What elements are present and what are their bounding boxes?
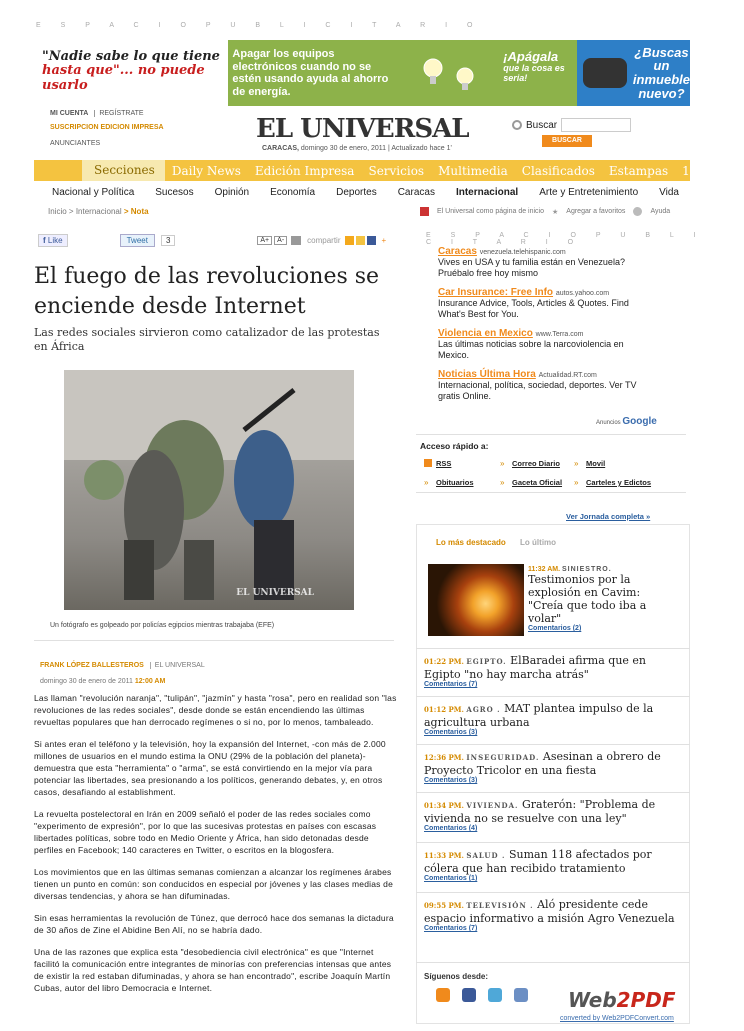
advertisers-link[interactable]: ANUNCIANTES [50,140,101,147]
subnav-opinion[interactable]: Opinión [214,187,250,198]
facebook-icon[interactable] [462,988,476,1002]
ad-space-label: E S P A C I O P U B L I C I T A R I O [36,22,482,29]
tab-destacado[interactable]: Lo más destacado [436,538,506,547]
paragraph: Si antes eran el teléfono y la televisión, hoy la expansión del Internet, -con más de 2.000 millones de usuarios en el mundo estima la ONU (29% de la población del planeta)- demuestra que esta "herramienta" o "arma", se está convirtiendo en la mejor vía para potenciar las libertades, sea presionando a los políticos, generando debates, y, en otros casos, desafiando al establishment. [34,739,386,797]
quick-access-links [424,458,684,488]
search-input[interactable] [561,118,631,132]
news-title[interactable]: Suman 118 afectados por cólera que han recibido tratamiento [424,848,652,875]
search-box [512,118,642,147]
nav-estampas[interactable]: Estampas [608,163,669,178]
arrow-icon: » [574,478,579,488]
mobile-icon[interactable] [514,988,528,1002]
register-link[interactable]: REGÍSTRATE [99,110,144,117]
follow-title: Síguenos desde: [424,972,489,981]
publish-date: domingo 30 de enero de 2011 12:00 AM [40,678,166,685]
homepage-link[interactable]: El Universal como página de inicio [437,208,544,215]
nav-edicion-impresa[interactable]: Edición Impresa [254,163,355,178]
quick-link-gaceta[interactable]: Gaceta Oficial [512,478,563,487]
news-divider [416,744,690,745]
comments-link[interactable]: Comentarios (3) [424,729,478,736]
share-facebook-icon[interactable] [367,236,376,245]
nav-clasificados[interactable]: Clasificados [521,163,595,178]
news-title[interactable]: Aló presidente cede espacio informativo a misión Agro Venezuela [424,898,675,925]
subnav-arte[interactable]: Arte y Entretenimiento [539,187,639,198]
ad-item[interactable]: Car Insurance: Free Info autos.yahoo.com Insurance Advice, Tools, Articles & Quotes. Find What's Best for You. [438,287,629,319]
my-account-link[interactable]: MI CUENTA [50,110,89,117]
subnav-sucesos[interactable]: Sucesos [155,187,194,198]
banner-message: Apagar los equipos electrónicos cuando no se estén usando ayuda al ahorro de energía. [232,48,389,98]
top-banner-ad[interactable] [34,40,690,106]
subnav-vida[interactable]: Vida [659,187,679,198]
quick-link-movil[interactable]: Movil [586,459,606,468]
nav-101-anos[interactable]: 101 años [682,163,738,178]
share-more-icon[interactable]: + [381,236,387,245]
paragraph: Los movimientos que en las últimas semanas comienzan a alcanzar los regímenes árabes tienen un punto en común: son conducidos en especial por jóvenes y las clases medias de diversas tendencias, y ahora se han difuminadas. [34,867,394,901]
caption-divider [34,640,394,641]
account-links [50,110,144,117]
share-label: compartir [307,236,341,245]
sections-nav [34,160,738,181]
utility-links [420,207,670,216]
article-photo[interactable] [64,370,354,610]
ad-item[interactable]: Noticias Última Hora Actualidad.RT.com Internacional, política, sociedad, deportes. Ver TV gratis Online. [438,369,637,401]
paragraph: Una de las razones que explica esta "desobediencia civil electrónica" es que "Internet facilitó la comunicación entre integrantes de minorías con preferencias intensas que antes de existir la red estaban difuminadas, y ahora se han encontrado", escribe Joaquín Martín Cubas, autor del libro Democracia e Internet. [34,947,392,993]
quick-link-carteles[interactable]: Carteles y Edictos [586,478,652,487]
photo-caption: Un fotógrafo es golpeado por policías egipcios mientras trabajaba (EFE) [50,622,275,629]
banner-slogan: "Nadie sabe lo que tiene hasta que"... no puede usarlo [34,40,228,106]
nav-servicios[interactable]: Servicios [368,163,425,178]
arrow-icon: » [500,459,505,469]
protest-scene-image [64,370,354,610]
help-link[interactable]: Ayuda [650,208,671,215]
news-title[interactable]: ElBaradei afirma que en Egipto "no hay marcha atrás" [424,654,647,681]
news-title[interactable]: Graterón: "Problema de vivienda no se resuelve con una ley" [424,798,656,825]
comments-link[interactable]: Comentarios (7) [424,681,478,688]
breadcrumb-current: Nota [130,207,149,216]
quick-access-divider [416,434,686,435]
news-divider [416,696,690,697]
home-icon [420,207,429,216]
news-divider [416,892,690,893]
subscription-link[interactable]: SUSCRIPCION EDICION IMPRESA [50,124,164,131]
subnav-internacional[interactable]: Internacional [455,187,519,198]
banner-inmueble-ad: ¿Buscas un inmueble nuevo? [577,40,690,106]
arrow-icon: » [574,459,579,469]
share-orange-icon[interactable] [345,236,354,245]
jornada-link[interactable]: Ver Jornada completa » [566,512,651,521]
bulb-icon [403,40,503,106]
news-tabs [436,538,556,547]
tab-ultimo[interactable]: Lo último [520,538,557,547]
article-subhead: Las redes sociales sirvieron como catalizador de las protestas en África [34,326,380,353]
nav-multimedia[interactable]: Multimedia [438,163,508,178]
web2pdf-logo: Web2PDF [568,988,676,1012]
quick-link-correo[interactable]: Correo Diario [512,459,560,468]
article-headline: El fuego de las revoluciones se enciende desde Internet [34,264,380,319]
comments-link[interactable]: Comentarios (7) [424,925,478,932]
follow-divider [416,962,690,963]
news-item[interactable]: 01:34 PM. VIVIENDA. Graterón: "Problema de vivienda no se resuelve con una ley" Comentarios (4) [424,798,684,832]
quick-link-rss[interactable]: RSS [436,459,452,468]
font-decrease-button[interactable]: A- [274,236,287,245]
ad-item[interactable]: Violencia en Mexico www.Terra.com Las últimas noticias sobre la narcoviolencia en Mexico. [438,328,624,360]
ad-item[interactable]: Caracas venezuela.telehispanic.com Vives en USA y tu familia están en Venezuela? Pruébalo free hoy mismo [438,246,625,278]
paragraph: La revuelta postelectoral en Irán en 2009 señaló el poder de las redes sociales como "experimento de expresión", por lo que las sucesivas protestas en países con escasas libertades políticas, sobre todo en Medio Oriente y África, han sido detonadas desde perfiles en Facebook; 140 caracteres en Twitter, o escritos en la blogosfera. [34,809,377,855]
subnav-nacional[interactable]: Nacional y Política [52,187,135,198]
web2pdf-link[interactable]: converted by Web2PDFConvert.com [560,1015,674,1022]
subsections-nav [52,187,700,198]
news-item[interactable]: 11:32 AM. SINIESTRO. Testimonios por la explosión en Cavim: "Creía que todo iba a volar" Comentarios (2) [528,566,678,632]
font-increase-button[interactable]: A+ [257,236,272,245]
news-title[interactable]: Asesinan a obrero de Proyecto Tricolor en una fiesta [424,750,661,777]
nav-daily-news[interactable]: Daily News [171,163,241,178]
news-item[interactable]: 09:55 PM. TELEVISIÓN . Aló presidente cede espacio informativo a misión Agro Venezuela Comentarios (7) [424,898,684,932]
paragraph: Sin esas herramientas la revolución de Túnez, que derrocó hace dos semanas la dictadura de 30 años de Zine el Abidine Ben Alí, no se habría dado. [34,913,394,935]
news-title[interactable]: MAT plantea impulso de la agricultura urbana [424,702,654,729]
news-item[interactable]: 12:36 PM. INSEGURIDAD. Asesinan a obrero de Proyecto Tricolor en una fiesta Comentarios (3) [424,750,684,784]
news-title[interactable]: Testimonios por la explosión en Cavim: "Creía que todo iba a volar" [528,573,647,625]
breadcrumb-home[interactable]: Inicio [48,207,67,216]
quick-access-bottom-divider [416,492,686,493]
right-ad-label: E S P A C I O P U B L I C I T A R I O [426,232,705,246]
search-icon [512,120,522,130]
ads-by-google[interactable]: Anuncios Google [596,416,657,427]
facebook-icon: f [43,236,46,245]
nav-secciones[interactable]: Secciones [82,160,165,181]
date-line: CARACAS, domingo 30 de enero, 2011 | Actualizado hace 1' [262,145,452,152]
comments-link[interactable]: Comentarios (3) [424,777,478,784]
news-divider [416,842,690,843]
subnav-deportes[interactable]: Deportes [336,187,377,198]
like-button[interactable]: f Like [38,234,68,247]
quick-link-obituarios[interactable]: Obituarios [436,478,474,487]
photo-watermark: EL UNIVERSAL [236,588,314,598]
news-item[interactable]: 11:33 PM. SALUD . Suman 118 afectados por cólera que han recibido tratamiento Comentarios (1) [424,848,684,882]
arrow-icon: » [500,478,505,488]
search-label: Buscar [526,119,558,131]
star-icon: ★ [552,208,559,216]
news-item[interactable]: 01:12 PM. AGRO . MAT plantea impulso de la agricultura urbana Comentarios (3) [424,702,684,736]
byline: FRANK LÓPEZ BALLESTEROS EL UNIVERSAL [40,662,205,669]
google-ads [438,246,648,402]
news-divider [416,648,690,649]
help-icon [633,207,642,216]
binoculars-icon [583,58,627,88]
comments-link[interactable]: Comentarios (1) [424,875,478,882]
breadcrumb: Inicio > Internacional > Nota [48,207,149,216]
twitter-icon[interactable] [488,988,502,1002]
paragraph: Las llaman "revolución naranja", "tulipán", "jazmín" y hasta "rosa", pero en realidad son "las revoluciones de las redes sociales", desde donde se están encendiendo las últimas revueltas populares que han derrocado regímenes o si no, por lo menos, tambaleado. [34,693,397,727]
news-item[interactable]: 01:22 PM. EGIPTO. ElBaradei afirma que en Egipto "no hay marcha atrás" Comentarios (7) [424,654,684,688]
arrow-icon: » [424,478,429,488]
subnav-economia[interactable]: Economía [270,187,316,198]
rss-icon [424,459,432,467]
news-divider [416,792,690,793]
comments-link[interactable]: Comentarios (2) [528,625,582,632]
breadcrumb-section[interactable]: Internacional [75,207,122,216]
search-button[interactable]: BUSCAR [542,135,592,147]
tweet-count: 3 [161,235,175,246]
news-photo[interactable] [428,564,524,636]
comments-link[interactable]: Comentarios (4) [424,825,478,832]
social-toolbar [38,234,398,247]
follow-icons [436,988,528,1002]
favorites-link[interactable]: Agregar a favoritos [566,208,626,215]
tweet-button[interactable]: Tweet [120,234,155,247]
author-name[interactable]: FRANK LÓPEZ BALLESTEROS [40,662,144,669]
quick-access-title: Acceso rápido a: [420,441,489,451]
rss-icon[interactable] [436,988,450,1002]
banner-apagala: ¡Apágala que la cosa es seria! [503,49,565,84]
subnav-caracas[interactable]: Caracas [397,187,435,198]
article-body [34,692,398,1004]
share-bookmark-icon[interactable] [356,236,365,245]
print-icon[interactable] [291,236,301,245]
site-logo[interactable]: EL UNIVERSAL [256,114,469,144]
